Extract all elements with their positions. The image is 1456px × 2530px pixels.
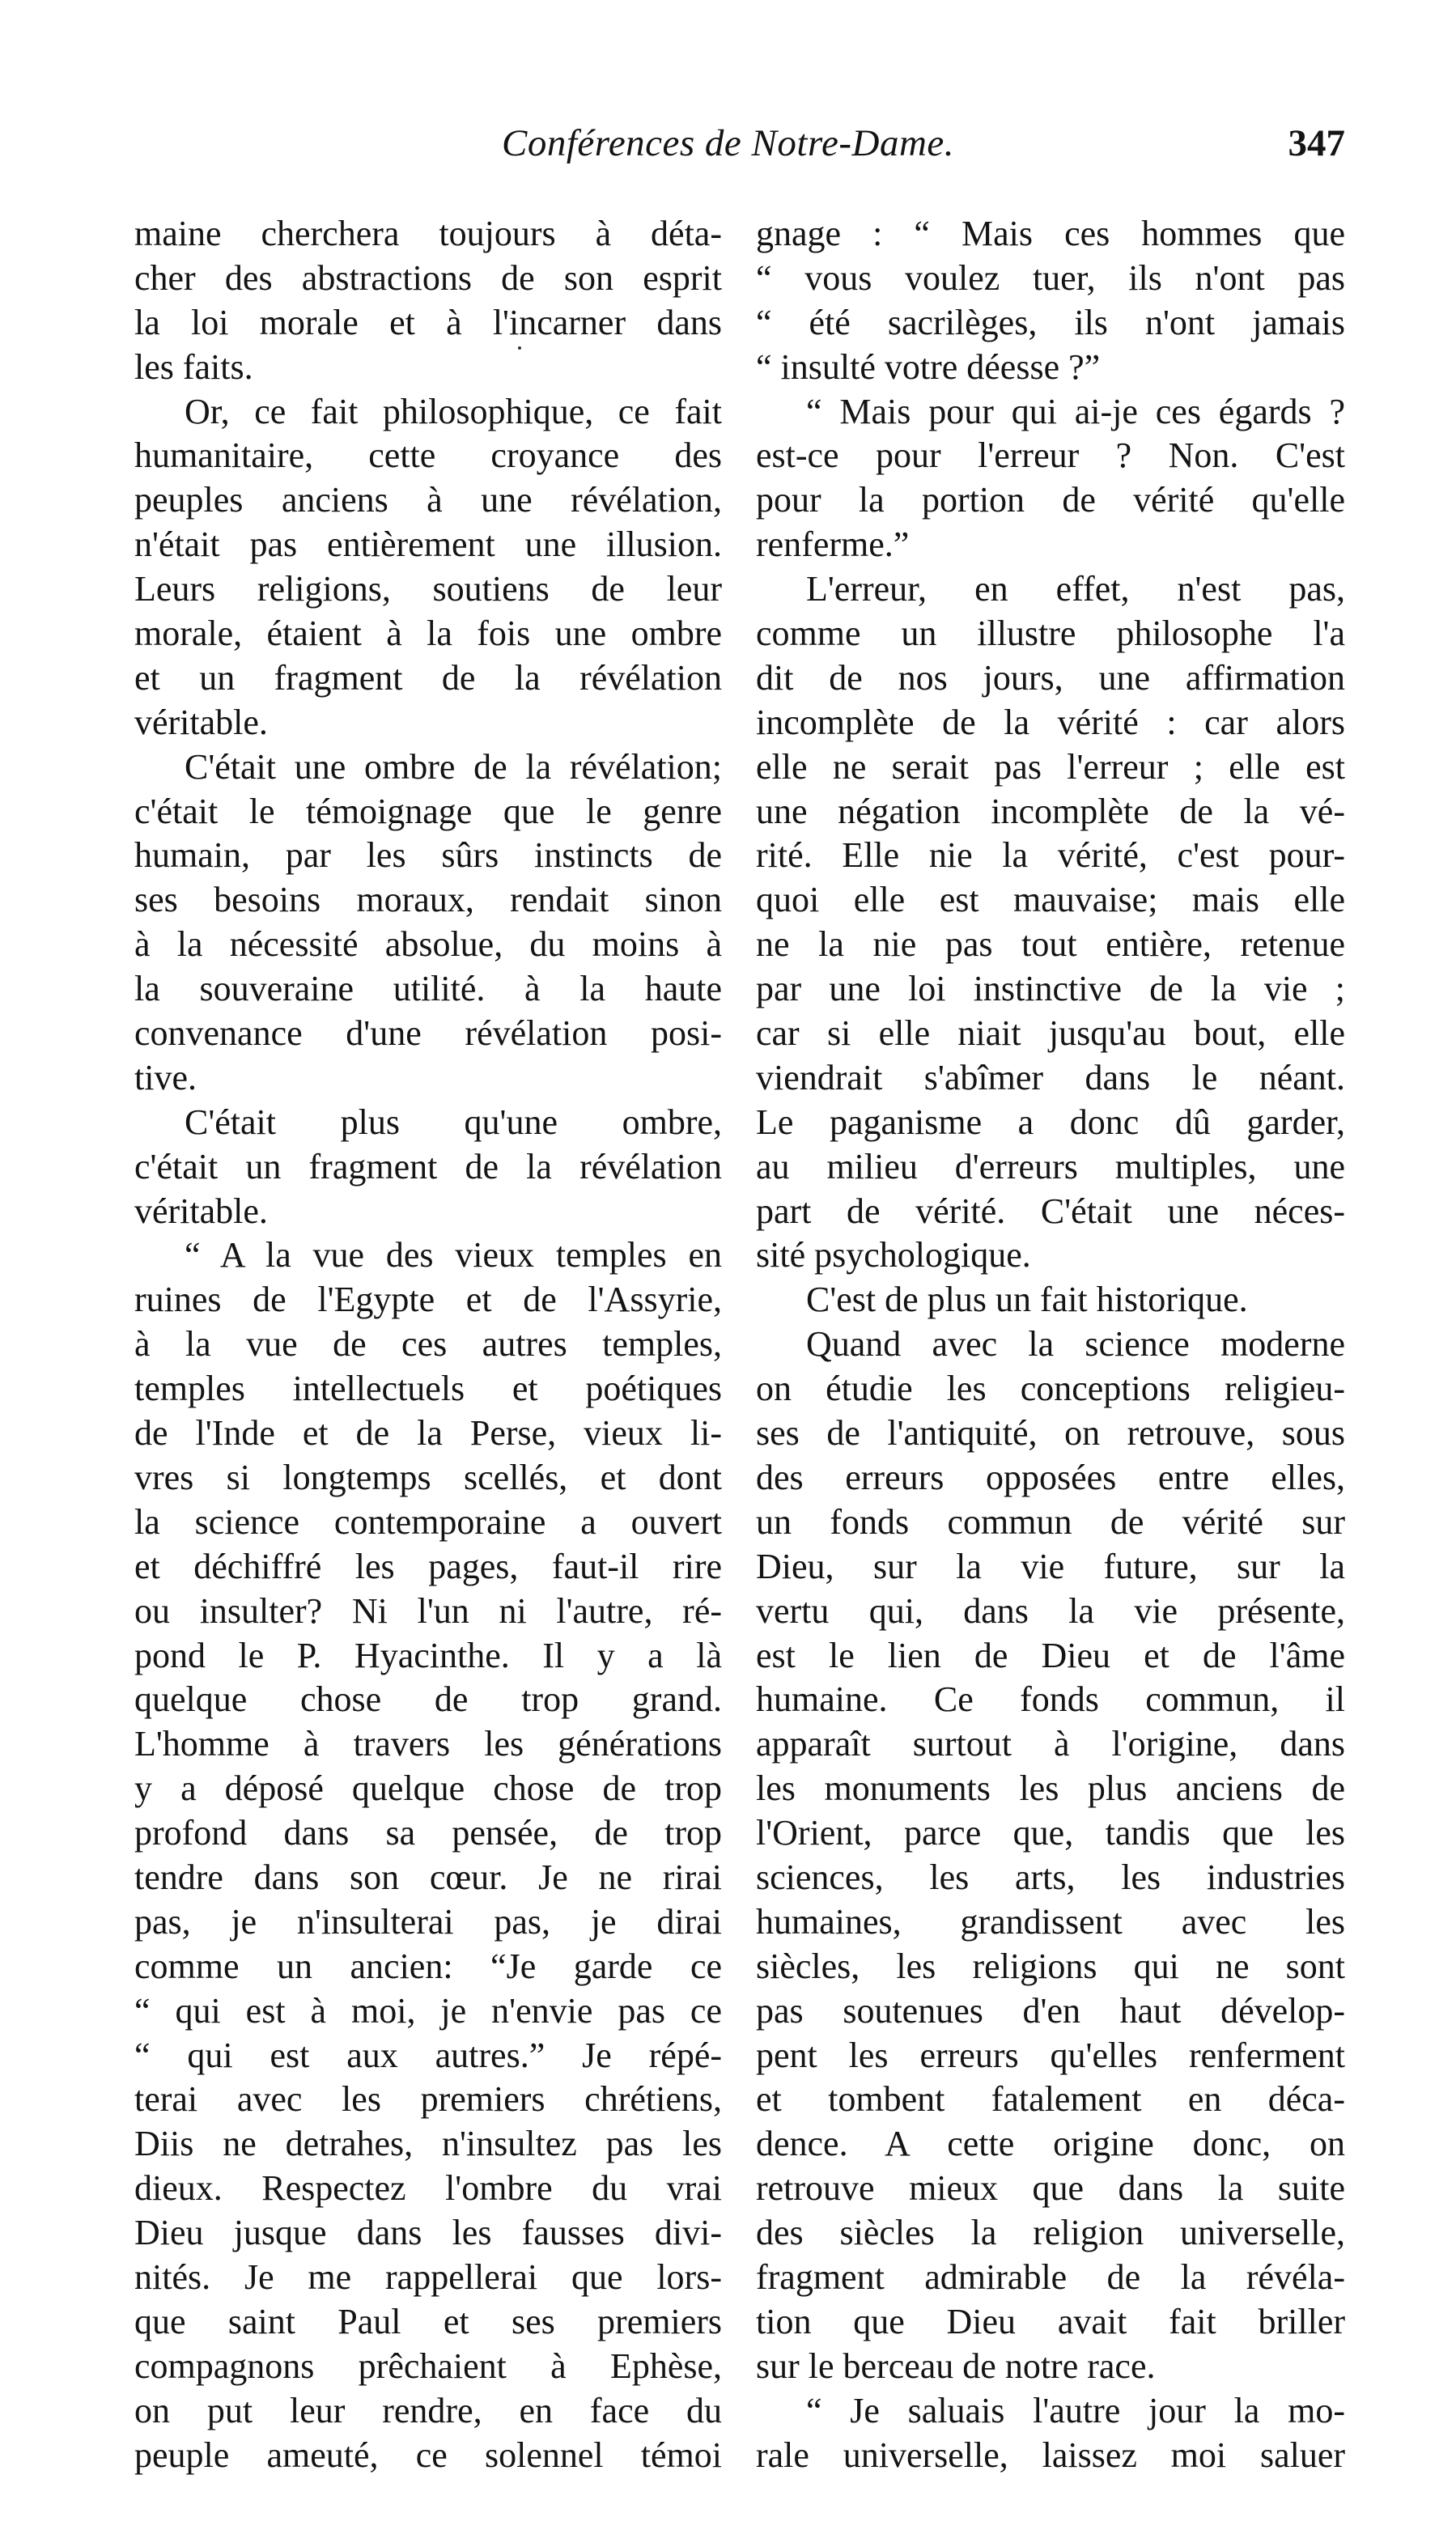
text-line: sciences, les arts, les industries — [756, 1857, 1345, 1897]
left-column — [134, 212, 722, 2477]
text-line: pond le P. Hyacinthe. Il y a là — [134, 1635, 722, 1675]
text-line: des siècles la religion universelle, — [756, 2213, 1345, 2253]
text-line: peuple ameuté, ce solennel témoi — [134, 2434, 722, 2475]
text-line: pent les erreurs qu'elles renferment — [756, 2035, 1345, 2075]
text-line: l'Orient, parce que, tandis que les — [756, 1813, 1345, 1853]
text-line: pour la portion de vérité qu'elle — [756, 480, 1345, 520]
text-line: ne la nie pas tout entière, retenue — [756, 924, 1345, 965]
text-line: cher des abstractions de son esprit — [134, 257, 722, 298]
text-line: incomplète de la vérité : car alors — [756, 702, 1345, 742]
text-line: part de vérité. C'était une néces- — [756, 1191, 1345, 1231]
text-line: C'était plus qu'une ombre, — [185, 1102, 722, 1142]
text-line: “ qui est aux autres.” Je répé- — [134, 2035, 722, 2075]
text-line: humain, par les sûrs instincts de — [134, 835, 722, 876]
text-line: à la nécessité absolue, du moins à — [134, 924, 722, 965]
text-line: tion que Dieu avait fait briller — [756, 2301, 1345, 2341]
text-line: “ Mais pour qui ai-je ces égards ? — [806, 391, 1345, 431]
text-line: à la vue de ces autres temples, — [134, 1324, 722, 1365]
text-line: morale, étaient à la fois une ombre — [134, 613, 722, 654]
text-line: Leurs religions, soutiens de leur — [134, 569, 722, 609]
text-line: ses besoins moraux, rendait sinon — [134, 880, 722, 920]
text-line: temples intellectuels et poétiques — [134, 1369, 722, 1409]
text-line: n'était pas entièrement une illusion. — [134, 524, 722, 565]
right-column — [756, 212, 1345, 2477]
text-line: les monuments les plus anciens de — [756, 1768, 1345, 1809]
text-line: car si elle niait jusqu'au bout, elle — [756, 1013, 1345, 1054]
text-line: “ été sacrilèges, ils n'ont jamais — [756, 302, 1345, 342]
text-line: tive. — [134, 1057, 197, 1097]
text-line: et tombent fatalement en déca- — [756, 2079, 1345, 2120]
text-line: ou insulter? Ni l'un ni l'autre, ré- — [134, 1590, 722, 1631]
text-line: des erreurs opposées entre elles, — [756, 1457, 1345, 1497]
text-line: dence. A cette origine donc, on — [756, 2124, 1345, 2164]
text-line: quelque chose de trop grand. — [134, 1679, 722, 1720]
text-line: humanitaire, cette croyance des — [134, 435, 722, 476]
text-line: viendrait s'abîmer dans le néant. — [756, 1057, 1345, 1097]
text-line: C'est de plus un fait historique. — [806, 1280, 1248, 1320]
text-line: tendre dans son cœur. Je ne rirai — [134, 1857, 722, 1897]
text-line: c'était un fragment de la révélation — [134, 1146, 722, 1186]
text-line: on étudie les conceptions religieu- — [756, 1369, 1345, 1409]
text-line: “ vous voulez tuer, ils n'ont pas — [756, 257, 1345, 298]
text-line: par une loi instinctive de la vie ; — [756, 969, 1345, 1009]
text-line: de l'Inde et de la Perse, vieux li- — [134, 1413, 722, 1454]
text-line: terai avec les premiers chrétiens, — [134, 2079, 722, 2120]
text-line: la science contemporaine a ouvert — [134, 1501, 722, 1542]
text-line: pas, je n'insulterai pas, je dirai — [134, 1901, 722, 1942]
text-line: pas soutenues d'en haut dévelop- — [756, 1990, 1345, 2031]
text-line: humaines, grandissent avec les — [756, 1901, 1345, 1942]
text-line: véritable. — [134, 1191, 268, 1231]
text-line: C'était une ombre de la révélation; — [185, 746, 722, 787]
text-line: rité. Elle nie la vérité, c'est pour- — [756, 835, 1345, 876]
text-line: L'homme à travers les générations — [134, 1724, 722, 1764]
text-line: gnage : “ Mais ces hommes que — [756, 214, 1345, 253]
text-line: y a déposé quelque chose de trop — [134, 1768, 722, 1809]
text-line: dit de nos jours, une affirmation — [756, 657, 1345, 698]
text-line: comme un ancien: “Je garde ce — [134, 1946, 722, 1986]
text-line: et un fragment de la révélation — [134, 657, 722, 698]
text-line: sur le berceau de notre race. — [756, 2345, 1156, 2386]
text-line: est-ce pour l'erreur ? Non. C'est — [756, 435, 1345, 476]
text-line: ses de l'antiquité, on retrouve, sous — [756, 1413, 1345, 1454]
text-line: une négation incomplète de la vé- — [756, 791, 1345, 831]
text-line: fragment admirable de la révéla- — [756, 2256, 1345, 2297]
running-title: Conférences de Notre-Dame. — [502, 122, 955, 164]
text-line: ruines de l'Egypte et de l'Assyrie, — [134, 1280, 722, 1320]
text-line: convenance d'une révélation posi- — [134, 1013, 722, 1054]
text-line: “ qui est à moi, je n'envie pas ce — [134, 1990, 722, 2031]
text-line: Or, ce fait philosophique, ce fait — [185, 391, 722, 431]
text-line: la loi morale et à l'incarner dans — [134, 302, 722, 342]
text-line: sité psychologique. — [756, 1235, 1031, 1276]
text-line: vres si longtemps scellés, et dont — [134, 1457, 722, 1497]
text-line: on put leur rendre, en face du — [134, 2390, 722, 2430]
text-line: vertu qui, dans la vie présente, — [756, 1590, 1345, 1631]
text-line: Dieu jusque dans les fausses divi- — [134, 2213, 722, 2253]
text-line: nités. Je me rappellerai que lors- — [134, 2256, 722, 2297]
text-line: elle ne serait pas l'erreur ; elle est — [756, 746, 1345, 787]
text-line: “ Je saluais l'autre jour la mo- — [806, 2390, 1345, 2430]
text-line: dieux. Respectez l'ombre du vrai — [134, 2168, 722, 2209]
text-line: Le paganisme a donc dû garder, — [756, 1102, 1345, 1142]
text-line: au milieu d'erreurs multiples, une — [756, 1146, 1345, 1186]
text-line: apparaît surtout à l'origine, dans — [756, 1724, 1345, 1764]
text-line: “ insulté votre déesse ?” — [756, 346, 1101, 387]
text-line: compagnons prêchaient à Ephèse, — [134, 2345, 722, 2386]
text-line: profond dans sa pensée, de trop — [134, 1813, 722, 1853]
text-line: “ A la vue des vieux temples en — [185, 1235, 722, 1276]
text-line: Diis ne detrahes, n'insultez pas les — [134, 2124, 722, 2164]
text-line: un fonds commun de vérité sur — [756, 1501, 1345, 1542]
page-number: 347 — [1288, 122, 1345, 164]
text-line: c'était le témoignage que le genre — [134, 791, 722, 831]
text-line: humaine. Ce fonds commun, il — [756, 1679, 1345, 1720]
text-line: siècles, les religions qui ne sont — [756, 1946, 1345, 1986]
text-line: les faits. — [134, 346, 253, 387]
text-line: véritable. — [134, 702, 268, 742]
text-line: comme un illustre philosophe l'a — [756, 613, 1345, 654]
text-line: que saint Paul et ses premiers — [134, 2301, 722, 2341]
text-line: Dieu, sur la vie future, sur la — [756, 1546, 1345, 1586]
text-line: maine cherchera toujours à déta- — [134, 214, 722, 253]
text-line: renferme.” — [756, 524, 910, 565]
text-line: et déchiffré les pages, faut-il rire — [134, 1546, 722, 1586]
page-header — [486, 121, 1345, 186]
text-line: Quand avec la science moderne — [806, 1324, 1345, 1365]
text-line: est le lien de Dieu et de l'âme — [756, 1635, 1345, 1675]
text-line: quoi elle est mauvaise; mais elle — [756, 880, 1345, 920]
text-line: rale universelle, laissez moi saluer — [756, 2434, 1345, 2475]
text-line: retrouve mieux que dans la suite — [756, 2168, 1345, 2209]
text-line: peuples anciens à une révélation, — [134, 480, 722, 520]
text-line: L'erreur, en effet, n'est pas, — [806, 569, 1345, 609]
text-line: la souveraine utilité. à la haute — [134, 969, 722, 1009]
